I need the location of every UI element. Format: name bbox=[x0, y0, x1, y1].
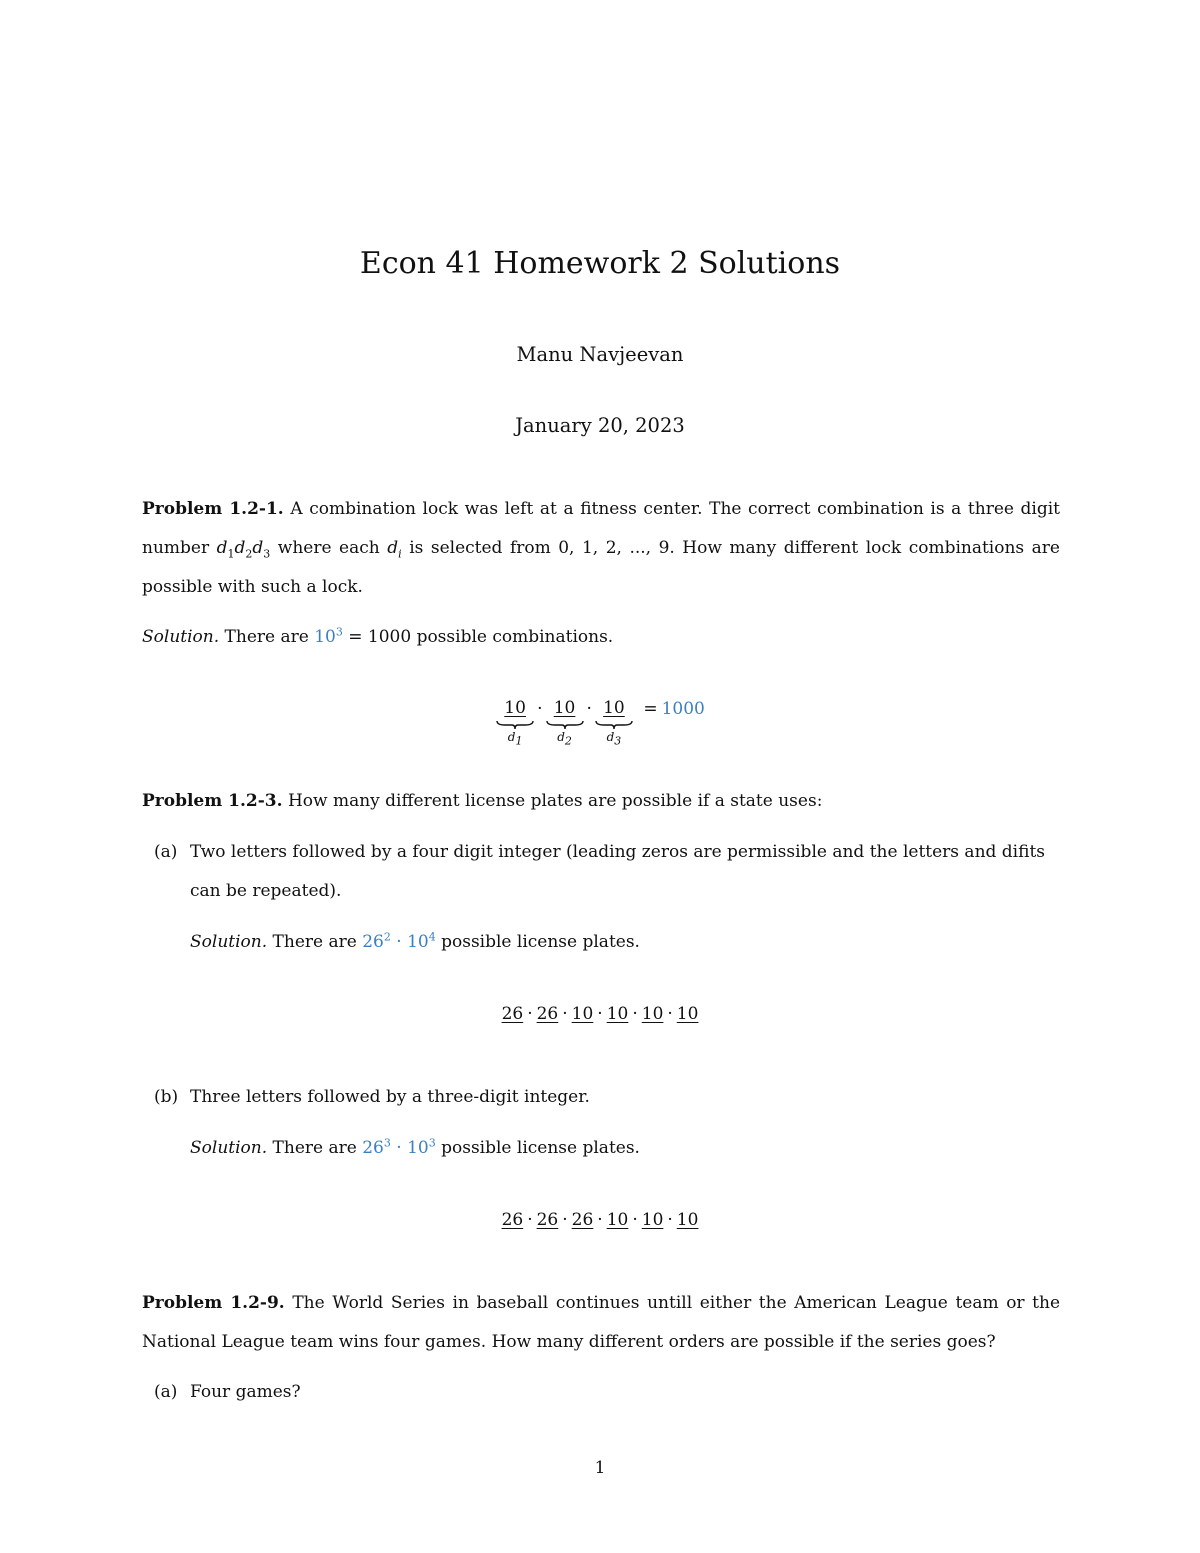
answer-highlight: $26^2 \cdot 10^4$ bbox=[362, 930, 436, 952]
problem-1-2-9-a: (a) Four games? bbox=[142, 1373, 1060, 1412]
answer-highlight: $10^3$ bbox=[314, 625, 343, 647]
problem-1-2-3: Problem 1.2-3. How many different license plates are possible if a state uses: bbox=[142, 791, 823, 811]
item-label: (b) bbox=[154, 1087, 179, 1107]
problem-1-2-1-statement bbox=[142, 490, 1060, 607]
answer-highlight: $26^3 \cdot 10^3$ bbox=[362, 1136, 436, 1158]
problem-1-2-3-b: (b) Three letters followed by a three-digit integer. bbox=[142, 1078, 1060, 1117]
math-d1d2d3: $d_1d_2d_3$ bbox=[216, 538, 271, 561]
display-result: 1000 bbox=[661, 699, 705, 719]
underbrace-d1: 10 $d_1$ bbox=[495, 698, 535, 744]
problem-1-2-3-a: (a) Two letters followed by a four digit integer (leading zeros are permissible and the letters and difits can be repeated). bbox=[142, 833, 1060, 911]
page-title: Econ 41 Homework 2 Solutions bbox=[359, 246, 841, 281]
problem-label: Problem 1.2-1. bbox=[142, 499, 284, 519]
math-di: $d_i$ bbox=[387, 538, 402, 561]
display-equation-1: 10 $d_1$ · 10 $d_2$ · 10 $d_3$ = 1000 bbox=[0, 698, 1200, 744]
item-label: (a) bbox=[154, 842, 178, 862]
problem-1-2-9: Problem 1.2-9. The World Series in baseball continues untill either the American League team or the National League team wins four games. How many different orders are possible if the series goes? bbox=[142, 1293, 1061, 1352]
item-label: (a) bbox=[154, 1382, 178, 1402]
solution-1-2-1: Solution. There are $10^3 = 1000$ possible combinations. bbox=[142, 625, 614, 647]
problem-text: is selected from 0, 1, 2, ..., 9. How many different lock combinations are possible with such a lock. bbox=[142, 538, 1060, 597]
solution-1-2-3-b: Solution. There are $26^3 \cdot 10^3$ possible license plates. bbox=[190, 1136, 640, 1158]
solution-label: Solution. bbox=[142, 627, 220, 647]
problem-text: where each bbox=[277, 538, 380, 558]
problem-label: Problem 1.2-3. bbox=[142, 791, 283, 811]
display-equation-2: 26 · 26 · 10 · 10 · 10 · 10 bbox=[501, 1004, 699, 1024]
underbrace-d3: 10 $d_3$ bbox=[594, 698, 634, 744]
problem-text: A combination lock was left at a fitness center. The correct combination is a three digit number bbox=[142, 499, 1061, 558]
page-number: 1 bbox=[594, 1458, 606, 1478]
solution-label: Solution. bbox=[190, 932, 268, 952]
date: January 20, 2023 bbox=[515, 414, 685, 437]
problem-label: Problem 1.2-9. bbox=[142, 1293, 285, 1313]
author: Manu Navjeevan bbox=[516, 343, 684, 366]
underbrace-d2: 10 $d_2$ bbox=[545, 698, 585, 744]
problem-1-2-1 bbox=[142, 490, 1060, 607]
solution-label: Solution. bbox=[190, 1138, 268, 1158]
solution-1-2-3-a: Solution. There are $26^2 \cdot 10^4$ possible license plates. bbox=[190, 930, 640, 952]
display-equation-3: 26 · 26 · 26 · 10 · 10 · 10 bbox=[501, 1210, 699, 1230]
